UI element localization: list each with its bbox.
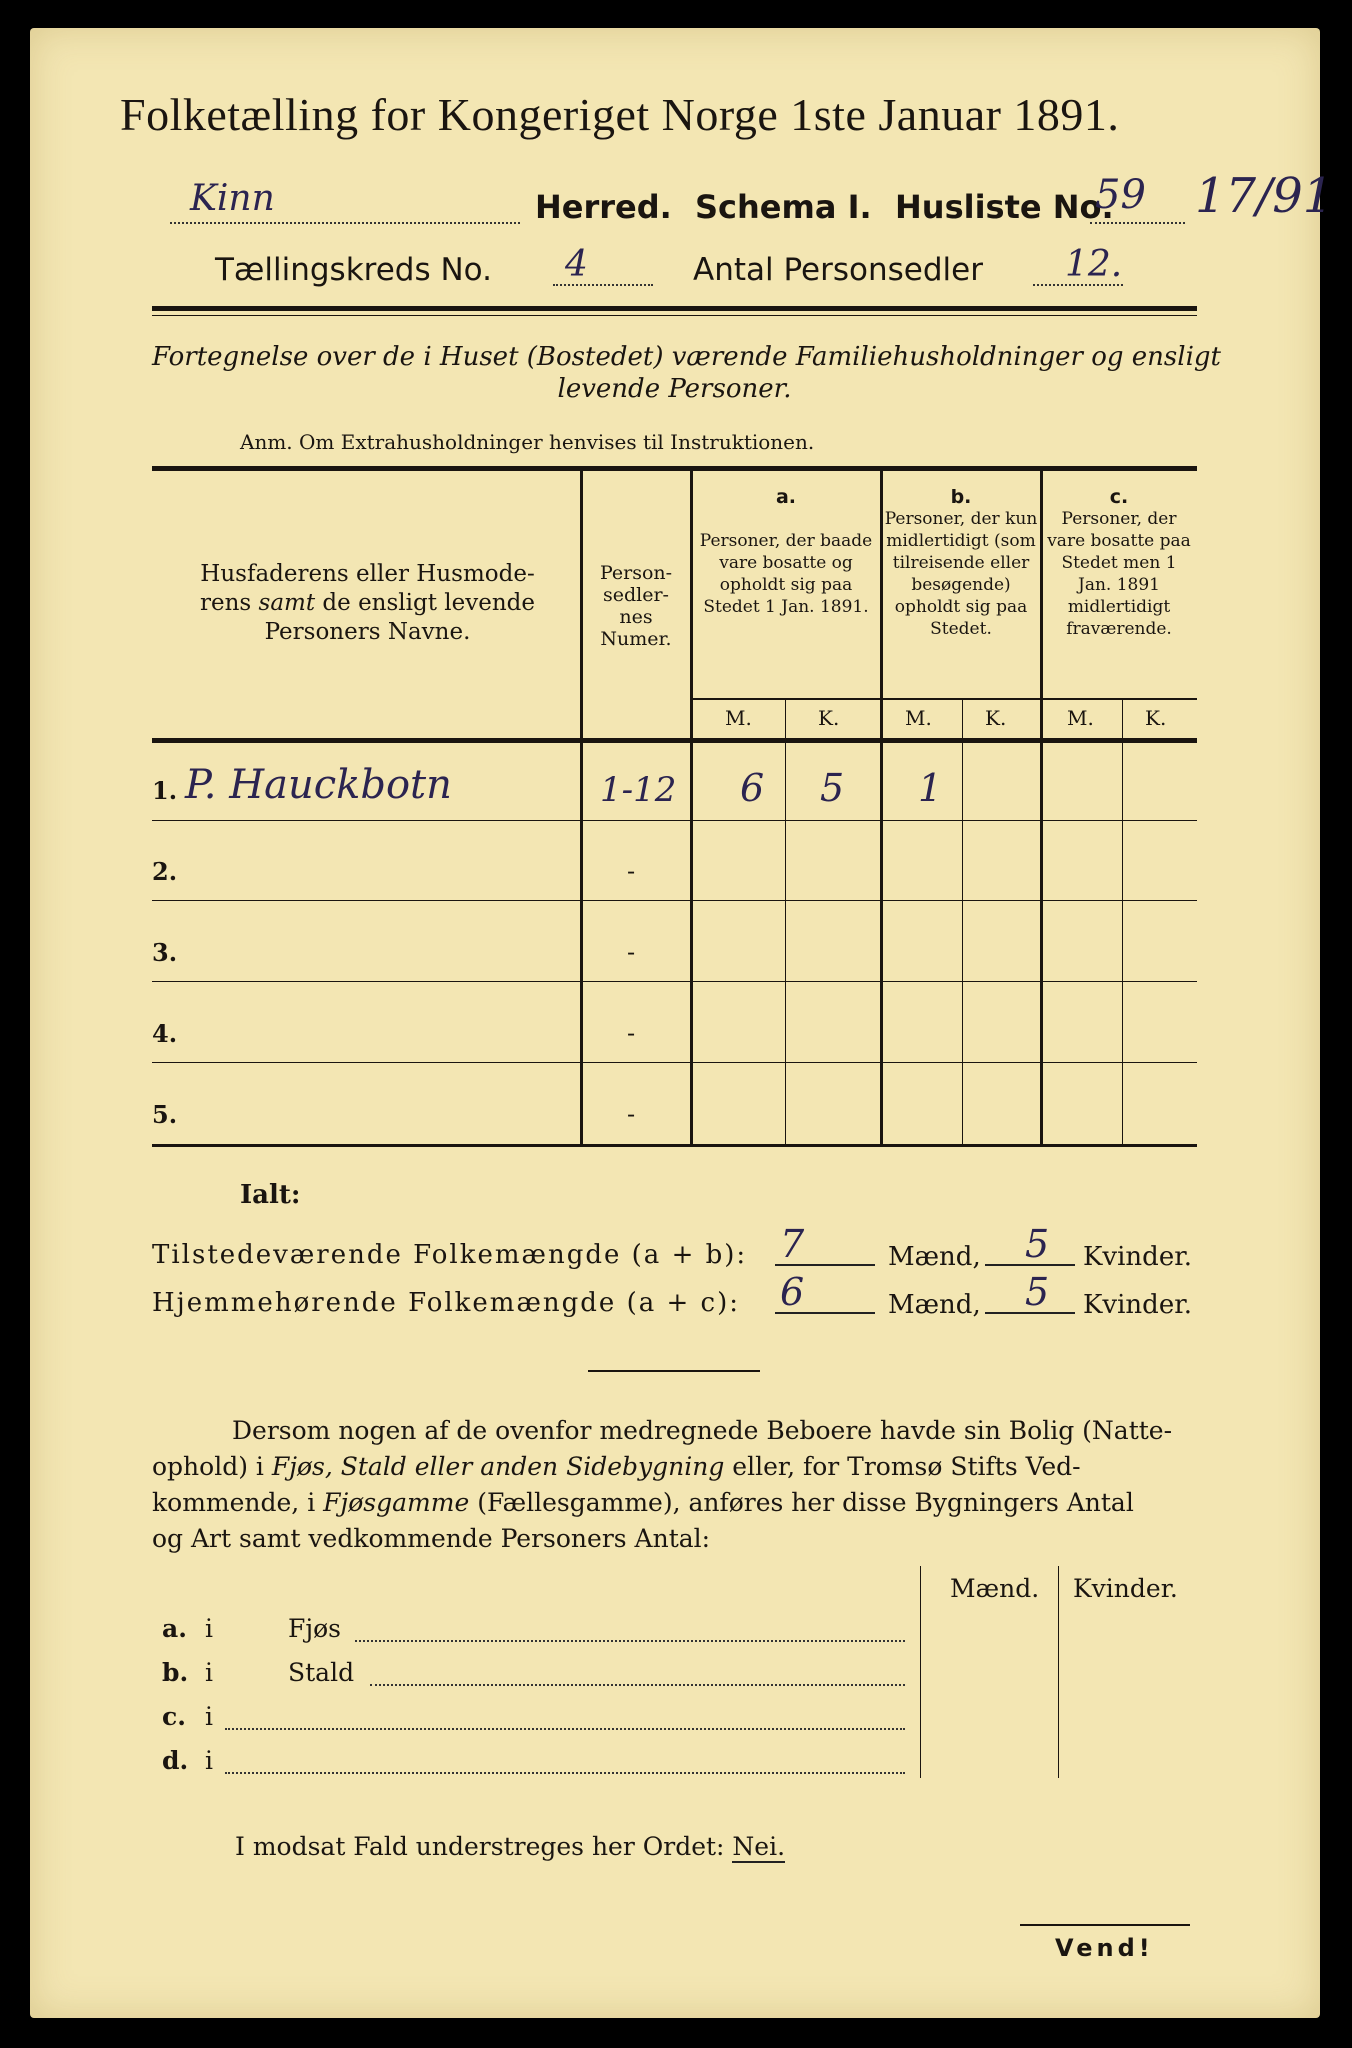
col-header-c: c. Personer, der vare bosatte paa Stedet men 1 Jan. 1891 midlertidigt fraværende. (1047, 486, 1191, 639)
vline-b-mk (962, 700, 963, 1146)
vline-kvinder (1058, 1566, 1059, 1778)
row-a-k: 5 (820, 766, 845, 810)
vend-rule (1020, 1924, 1190, 1926)
herred-label: Herred. (535, 188, 672, 226)
row-rule-4 (152, 1062, 1197, 1063)
corner-note: 17/91 (1195, 168, 1334, 224)
vline-maend (920, 1566, 921, 1778)
col-kvinder: Kvinder. (1073, 1574, 1178, 1603)
header-rule (152, 306, 1197, 311)
col-header-b: b. Personer, der kun midlertidigt (som tilreisende eller besøgende) opholdt sig paa Stedet. (884, 486, 1038, 639)
col-header-num: Person- sedler- nes Numer. (599, 562, 673, 650)
a-k: K. (818, 706, 840, 730)
col-header-name: Husfaderens eller Husmode- rens samt de ensligt levende Personers Navne. (199, 561, 536, 645)
tilst-m-line (775, 1264, 875, 1266)
subtitle-line2: levende Personer. (557, 374, 792, 404)
separator (588, 1370, 760, 1372)
hjem-k: 5 (1025, 1270, 1050, 1314)
b-m: M. (905, 706, 932, 730)
husliste-label: Husliste No. (895, 188, 1114, 226)
hjem-k-line (985, 1312, 1075, 1314)
ialt-label: Ialt: (240, 1180, 301, 1210)
col-maend: Mænd. (950, 1574, 1040, 1603)
row-b-m: 1 (918, 766, 943, 810)
a-m: M. (725, 706, 752, 730)
col-header-a: a. Personer, der baade vare bosatte og opholdt sig paa Stedet 1 Jan. 1891. (699, 486, 873, 617)
husliste-value: 59 (1095, 172, 1146, 218)
b-k: K. (985, 706, 1007, 730)
row-name: P. Hauckbotn (185, 762, 452, 808)
tilst-kvinder: Kvinder. (1083, 1242, 1193, 1272)
para-line3: kommende, i Fjøsgamme (Fællesgamme), anføres her disse Bygningers Antal (152, 1488, 1134, 1517)
kreds-value: 4 (565, 244, 588, 285)
subtitle-line1: Fortegnelse over de i Huset (Bostedet) værende Familiehusholdninger og ensligt (152, 342, 1221, 372)
hjem-kvinder: Kvinder. (1083, 1290, 1193, 1320)
husliste-dots (1090, 222, 1185, 224)
vline-4 (1040, 470, 1043, 1146)
tilst-m: 7 (780, 1222, 805, 1266)
vline-2 (690, 470, 693, 1146)
row-rule-1 (152, 820, 1197, 821)
herred-field (170, 178, 520, 224)
antal-label: Antal Personsedler (693, 252, 983, 288)
herred-value: Kinn (190, 178, 275, 219)
row-rule-2 (152, 900, 1197, 901)
row-num-range: 1-12 (600, 770, 677, 810)
census-form (30, 28, 1320, 2018)
modsat-text: I modsat Fald understreges her Ordet: Nei. (235, 1832, 786, 1861)
c-k: K. (1145, 706, 1167, 730)
tilst-k: 5 (1025, 1222, 1050, 1266)
schema-label: Schema I. (695, 188, 872, 226)
para-line1: Dersom nogen af de ovenfor medregnede Beboere havde sin Bolig (Natte- (232, 1416, 1173, 1445)
hjem-label: Hjemmehørende Folkemængde (a + c): (152, 1288, 740, 1318)
row-a-m: 6 (740, 766, 765, 810)
para-line4: og Art samt vedkommende Personers Antal: (152, 1524, 711, 1553)
hjem-m: 6 (780, 1270, 805, 1314)
antal-value: 12. (1065, 244, 1123, 285)
anm-note: Anm. Om Extrahusholdninger henvises til Instruktionen. (240, 430, 815, 454)
vline-3 (880, 470, 883, 1146)
kreds-label: Tællingskreds No. (215, 252, 492, 288)
row-rule-3 (152, 981, 1197, 982)
vline-1 (580, 470, 583, 1146)
tilst-maend: Mænd, (888, 1242, 981, 1272)
header-rule-thin (152, 315, 1197, 316)
c-m: M. (1067, 706, 1094, 730)
vline-a-mk (785, 700, 786, 1146)
vline-c-mk (1122, 700, 1123, 1146)
para-line2: ophold) i Fjøs, Stald eller anden Sidebygning eller, for Tromsø Stifts Ved- (152, 1452, 1081, 1481)
mk-rule (692, 698, 1197, 700)
tilst-label: Tilstedeværende Folkemængde (a + b): (152, 1240, 748, 1270)
vend-label: Vend! (1055, 1934, 1154, 1962)
tilst-k-line (985, 1264, 1075, 1266)
form-title: Folketælling for Kongeriget Norge 1ste Januar 1891. (120, 89, 1120, 140)
hjem-maend: Mænd, (888, 1290, 981, 1320)
hjem-m-line (775, 1312, 875, 1314)
